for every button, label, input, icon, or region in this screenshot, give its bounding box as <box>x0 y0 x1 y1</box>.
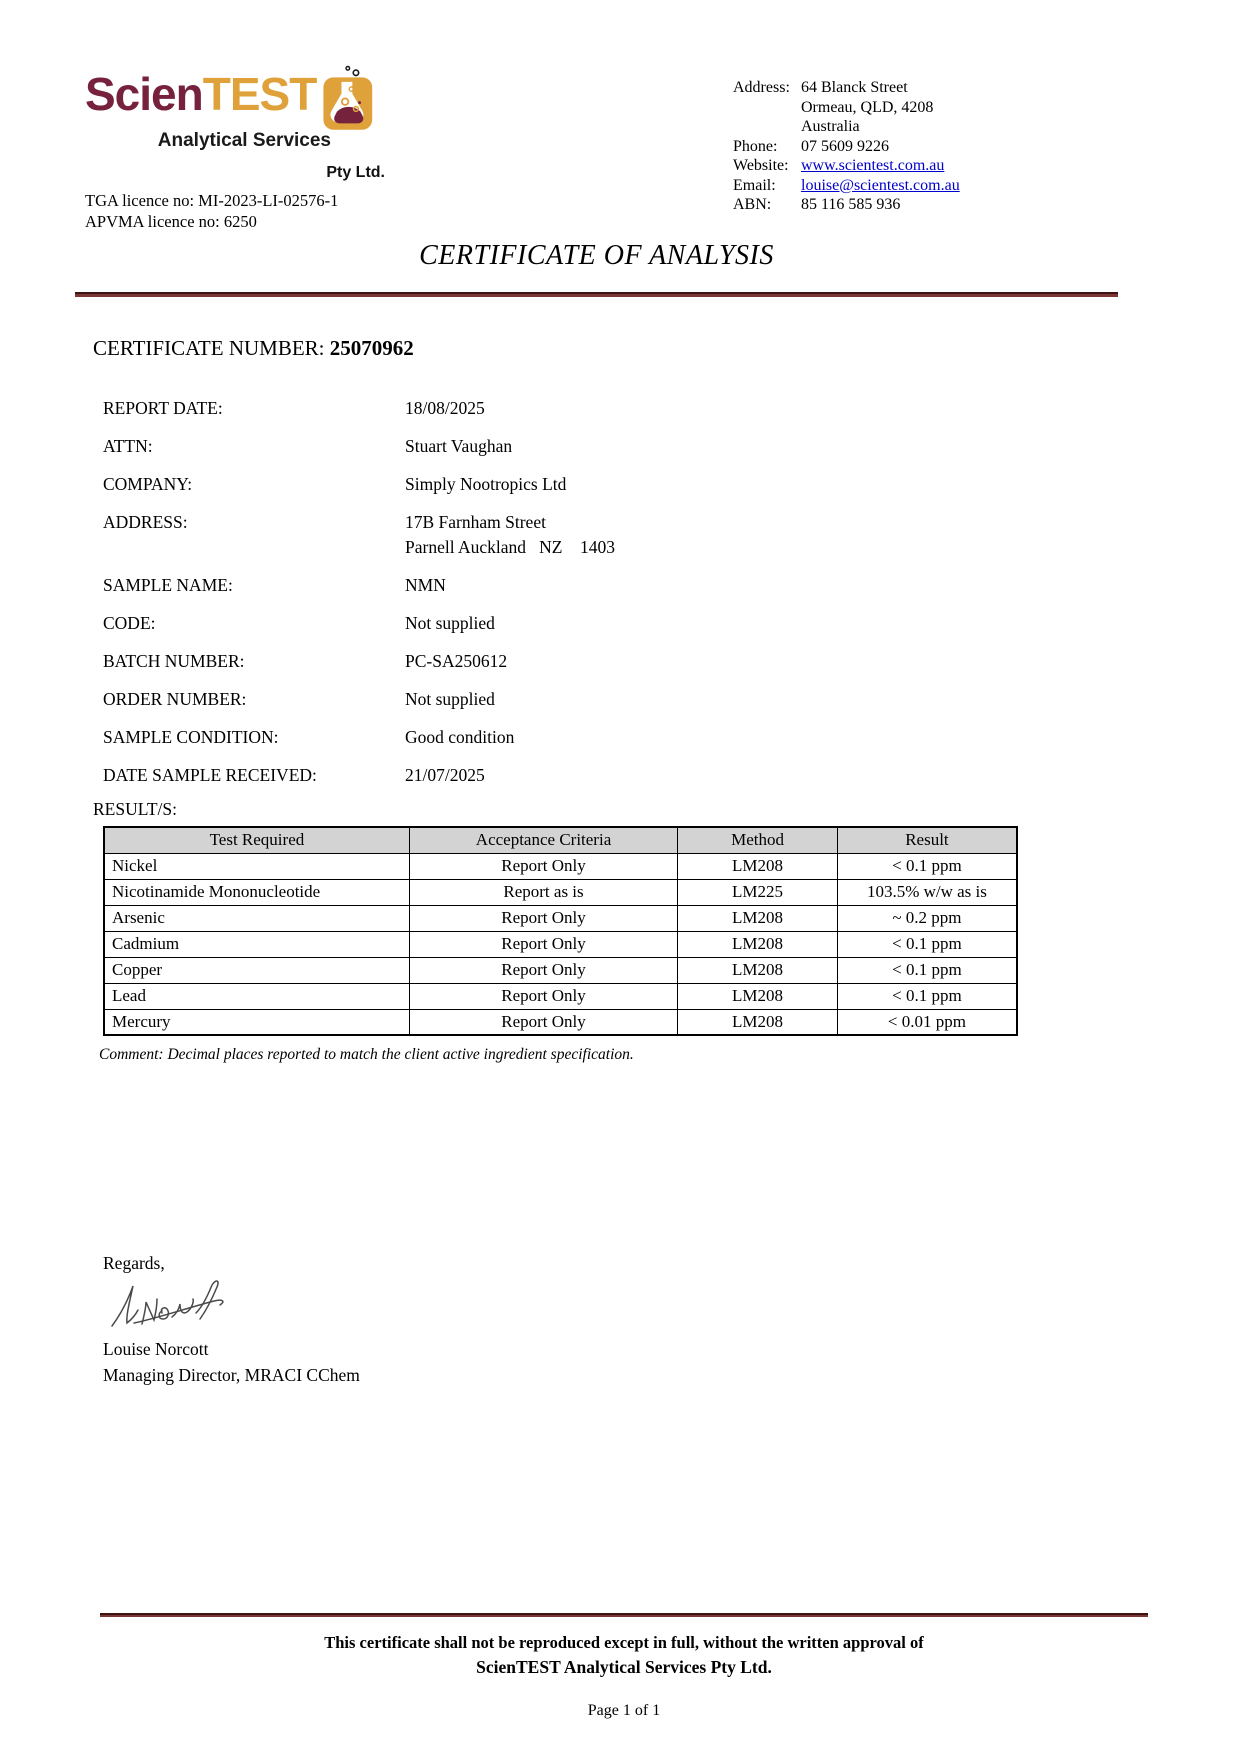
detail-value: NMN <box>405 575 446 595</box>
detail-value: Good condition <box>405 727 515 747</box>
logo-row <box>85 70 387 134</box>
cell-result: < 0.1 ppm <box>837 853 1017 879</box>
cell-method: LM208 <box>678 983 838 1009</box>
cell-method: LM208 <box>678 957 838 983</box>
signatory-role: Managing Director, MRACI CChem <box>103 1365 360 1385</box>
results-header-row <box>104 827 1017 853</box>
contact-email-row <box>733 176 960 196</box>
cell-method: LM208 <box>678 905 838 931</box>
detail-label: REPORT DATE: <box>103 398 223 418</box>
table-row <box>104 957 1017 983</box>
cell-test: Arsenic <box>104 905 409 931</box>
detail-label: BATCH NUMBER: <box>103 651 245 671</box>
signature-image <box>107 1278 241 1334</box>
cell-test: Nickel <box>104 853 409 879</box>
cell-criteria: Report Only <box>409 1009 677 1035</box>
logo-pty-ltd: Pty Ltd. <box>326 164 385 181</box>
cell-method: LM208 <box>678 1009 838 1035</box>
table-row <box>104 983 1017 1009</box>
comment-note: Comment: Decimal places reported to match the client active ingredient specification. <box>99 1046 634 1063</box>
detail-label: SAMPLE CONDITION: <box>103 727 279 747</box>
cell-method: LM225 <box>678 879 838 905</box>
website-label: Website: <box>733 157 789 174</box>
results-table-body <box>104 853 1017 1035</box>
cell-criteria: Report as is <box>409 879 677 905</box>
cell-result: ~ 0.2 ppm <box>837 905 1017 931</box>
abn-value: 85 116 585 936 <box>801 196 901 213</box>
table-row <box>104 879 1017 905</box>
address-label: Address: <box>733 79 790 96</box>
header-acceptance-criteria: Acceptance Criteria <box>409 827 677 853</box>
footer-divider <box>100 1613 1148 1617</box>
detail-value: Not supplied <box>405 613 495 633</box>
flask-icon <box>318 64 374 134</box>
title-divider <box>75 292 1118 297</box>
contact-address-row <box>733 78 960 137</box>
phone-label: Phone: <box>733 137 778 155</box>
table-row <box>104 905 1017 931</box>
cell-result: < 0.1 ppm <box>837 931 1017 957</box>
signatory-name: Louise Norcott <box>103 1339 209 1359</box>
detail-value: 18/08/2025 <box>405 398 485 418</box>
results-heading: RESULT/S: <box>93 799 177 819</box>
cell-method: LM208 <box>678 853 838 879</box>
certificate-number-line <box>93 336 414 361</box>
cell-result: < 0.1 ppm <box>837 983 1017 1009</box>
detail-label: COMPANY: <box>103 474 193 494</box>
detail-label: ADDRESS: <box>103 512 188 532</box>
detail-label: CODE: <box>103 613 156 633</box>
cell-criteria: Report Only <box>409 905 677 931</box>
logo-text-test: TEST <box>202 68 317 120</box>
cell-result: < 0.1 ppm <box>837 957 1017 983</box>
contact-abn-row <box>733 195 960 215</box>
cell-criteria: Report Only <box>409 983 677 1009</box>
website-link[interactable]: www.scientest.com.au <box>801 157 945 174</box>
tga-licence: TGA licence no: MI-2023-LI-02576-1 <box>85 191 339 210</box>
cell-criteria: Report Only <box>409 957 677 983</box>
cell-test: Lead <box>104 983 409 1009</box>
contact-website-row <box>733 156 960 176</box>
detail-label: SAMPLE NAME: <box>103 575 233 595</box>
detail-row <box>103 510 863 560</box>
logo-text-scien: Scien <box>85 68 203 120</box>
apvma-licence: APVMA licence no: 6250 <box>85 212 257 231</box>
contact-block <box>733 78 960 215</box>
detail-row <box>103 434 863 459</box>
phone-value: 07 5609 9226 <box>801 137 889 155</box>
cell-criteria: Report Only <box>409 931 677 957</box>
sample-details <box>103 396 863 801</box>
licence-block <box>85 190 338 232</box>
cell-criteria: Report Only <box>409 853 677 879</box>
detail-row <box>103 611 863 636</box>
results-table-head <box>104 827 1017 853</box>
footer-disclaimer-line2: ScienTEST Analytical Services Pty Ltd. <box>476 1657 772 1677</box>
detail-label: ATTN: <box>103 436 153 456</box>
detail-value: 21/07/2025 <box>405 765 485 785</box>
page-title: CERTIFICATE OF ANALYSIS <box>419 240 774 271</box>
cell-method: LM208 <box>678 931 838 957</box>
detail-row <box>103 763 863 788</box>
results-table <box>103 826 1018 1036</box>
detail-label: DATE SAMPLE RECEIVED: <box>103 765 317 785</box>
detail-row <box>103 687 863 712</box>
signoff-block <box>103 1250 360 1388</box>
contact-phone-row <box>733 137 960 157</box>
logo-wordmark <box>85 70 316 118</box>
company-logo <box>85 70 387 182</box>
header-result: Result <box>837 827 1017 853</box>
detail-label: ORDER NUMBER: <box>103 689 247 709</box>
header-method: Method <box>678 827 838 853</box>
table-row <box>104 853 1017 879</box>
detail-row <box>103 573 863 598</box>
address-value: 64 Blanck Street Ormeau, QLD, 4208 Australia <box>801 79 934 135</box>
email-link[interactable]: louise@scientest.com.au <box>801 176 960 194</box>
table-row <box>104 1009 1017 1035</box>
detail-value: Simply Nootropics Ltd <box>405 474 567 494</box>
certificate-number-label: CERTIFICATE NUMBER: <box>93 336 325 360</box>
table-row <box>104 931 1017 957</box>
logo-subtitle: Analytical Services <box>157 130 331 151</box>
detail-row <box>103 725 863 750</box>
footer-disclaimer-line1: This certificate shall not be reproduced except in full, without the written approval of <box>324 1633 924 1652</box>
detail-value: PC-SA250612 <box>405 651 508 671</box>
detail-value: Not supplied <box>405 689 495 709</box>
header-test-required: Test Required <box>104 827 409 853</box>
cell-test: Copper <box>104 957 409 983</box>
detail-row <box>103 649 863 674</box>
detail-row <box>103 472 863 497</box>
regards-text: Regards, <box>103 1253 165 1273</box>
detail-value: Stuart Vaughan <box>405 436 513 456</box>
abn-label: ABN: <box>733 196 772 213</box>
detail-value: 17B Farnham Street Parnell Auckland NZ 1403 <box>405 512 615 557</box>
detail-row <box>103 396 863 421</box>
cell-test: Mercury <box>104 1009 409 1035</box>
email-label: Email: <box>733 176 776 194</box>
cell-result: 103.5% w/w as is <box>837 879 1017 905</box>
cell-result: < 0.01 ppm <box>837 1009 1017 1035</box>
cell-test: Nicotinamide Mononucleotide <box>104 879 409 905</box>
certificate-number-value: 25070962 <box>329 336 414 360</box>
page-number: Page 1 of 1 <box>587 1702 661 1719</box>
cell-test: Cadmium <box>104 931 409 957</box>
